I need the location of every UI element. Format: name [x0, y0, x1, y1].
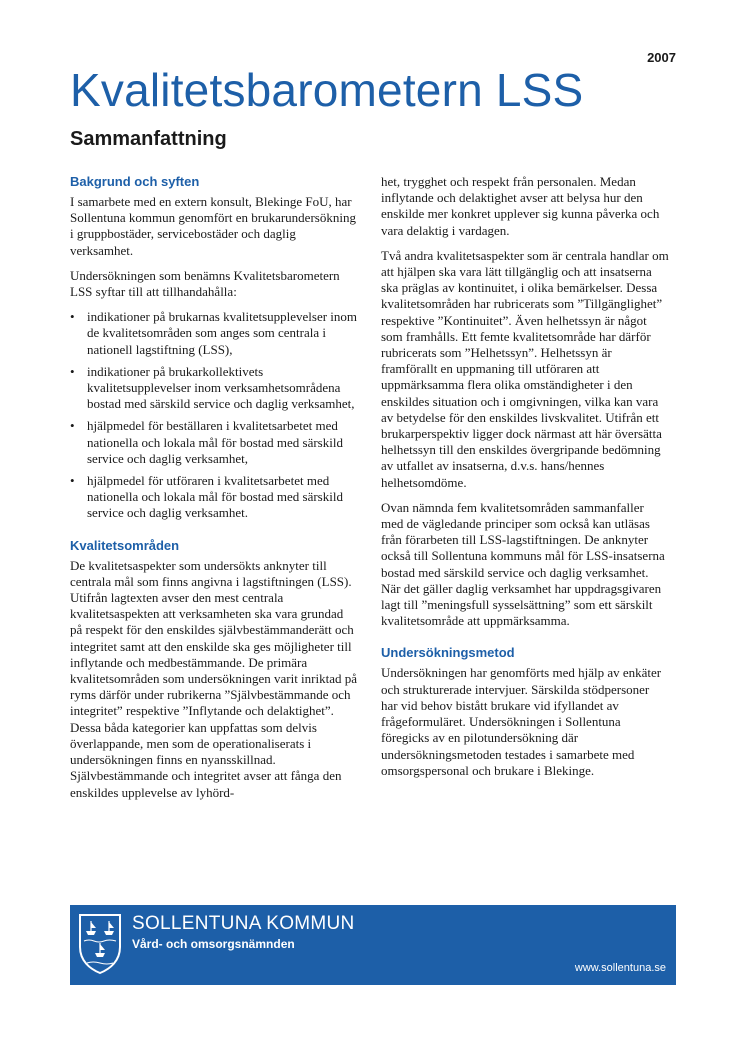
website-link[interactable]: www.sollentuna.se — [574, 962, 666, 974]
paragraph: De kvalitetsaspekter som undersökts anknyter till centrala mål som finns angivna i lagstiftningen (LSS). Utifrån lagtexten avser den mest centrala kvalitetsaspekten att verksamheten ska vara grundad på respekt för den enskildes självbestämmanderätt och integritet samt att den enskilde ska ges möjligheter till inflytande och medbestämmande. De primära kvalitetsområden som undersökningen varit inriktad på ryms därför under rubrikerna ”Självbestämmande och integritet” respektive ”Inflytande och delaktighet”. Dessa båda kategorier kan uppfattas som delvis överlappande, men som de operationaliserats i undersökningen finns en nyansskillnad. Självbestämmande och integritet avser att fånga den enskildes upplevelse av lyhörd- — [70, 557, 358, 800]
paragraph: Undersökningen som benämns Kvalitetsbarometern LSS syftar till att tillhandahålla: — [70, 267, 340, 300]
paragraph: I samarbete med en extern konsult, Blekinge FoU, har Sollentuna kommun genomfört en brukarundersökning i gruppbostäder, servicebostäder och daglig verksamhet. — [70, 194, 356, 258]
list-item: • indikationer på brukarkollektivets kvalitetsupplevelser inom verksamhetsområdena bostad med särskild service och daglig verksamhet, — [70, 364, 358, 413]
left-column — [70, 174, 358, 810]
paragraph: Två andra kvalitetsaspekter som är centrala handlar om att hjälpen ska vara lätt tillgänglig och att insatserna ska präglas av kontinuitet, i olika bemärkelser. Dessa kvalitetsområden har rubricerats som ”Tillgänglighet” respektive ”Kontinuitet”. Även helhetssyn är något som framhålls. Ett femte kvalitetsområde har därför rubricerats som ”Helhetssyn”. Helhetssyn är framförallt en uppmaning till utföraren att uppmärksamma flera olika omständigheter i den enskildes situation och i omgivningen, vilka kan vara av betydelse för den enskildes livskvalitet. Utifrån ett brukarperspektiv ligger dock närmast att här översätta helhetssyn till den enskildes övergripande bedömning av utfallet av insatserna, d.v.s. hans/hennes helhetsomdöme. — [381, 247, 669, 490]
list-item: • indikationer på brukarnas kvalitetsupplevelser inom de kvalitetsområden som anges som centrala i nationell lagstiftning (LSS), — [70, 309, 358, 358]
document-year: 2007 — [647, 50, 676, 65]
list-item: • hjälpmedel för beställaren i kvalitetsarbetet med nationella och lokala mål för bostad med särskild service och daglig verksamhet, — [70, 418, 358, 467]
section-heading-method: Undersökningsmetod — [381, 645, 515, 661]
department-name: Vård- och omsorgsnämnden — [132, 937, 295, 951]
paragraph: Ovan nämnda fem kvalitetsområden sammanfaller med de vägledande principer som också kan utläsas från förarbeten till LSS-lagstiftningen. De anknyter också till Sollentuna kommuns mål för LSS-insatserna bostad med särskild service och daglig verksamhet. När det gäller daglig verksamhet har uppdragsgivaren lagt till ”meningsfull sysselsättning” som ett särskilt kvalitetsområde att uppmärksamma. — [381, 499, 665, 629]
section-heading-background: Bakgrund och syften — [70, 174, 200, 189]
list-item: • hjälpmedel för utföraren i kvalitetsarbetet med nationella och lokala mål för bostad med särskild service och daglig verksamhet. — [70, 473, 358, 522]
paragraph: het, trygghet och respekt från personalen. Medan inflytande och delaktighet avser att belysa hur den enskilde mer konkret upplever sig kunna påverka och vara delaktig i vardagen. — [381, 174, 660, 238]
section-heading-quality-areas: Kvalitetsområden — [70, 537, 180, 553]
right-column — [381, 174, 669, 788]
paragraph: Undersökningen har genomförts med hjälp av enkäter och strukturerade intervjuer. Särskilda stödpersoner har vid behov bistått brukare vid ifyllandet av frågeformuläret. Undersökningen i Sollentuna föregicks av en pilotundersökning där undersökningsmetoden testades i samarbete med omsorgspersonal och brukare i Blekinge. — [381, 665, 662, 778]
purpose-list — [70, 309, 358, 521]
municipal-coat-of-arms-icon — [78, 913, 122, 975]
footer-banner — [70, 905, 676, 985]
document-subtitle: Sammanfattning — [70, 128, 227, 150]
document-title: Kvalitetsbarometern LSS — [70, 64, 584, 116]
organization-name: SOLLENTUNA KOMMUN — [132, 913, 355, 934]
